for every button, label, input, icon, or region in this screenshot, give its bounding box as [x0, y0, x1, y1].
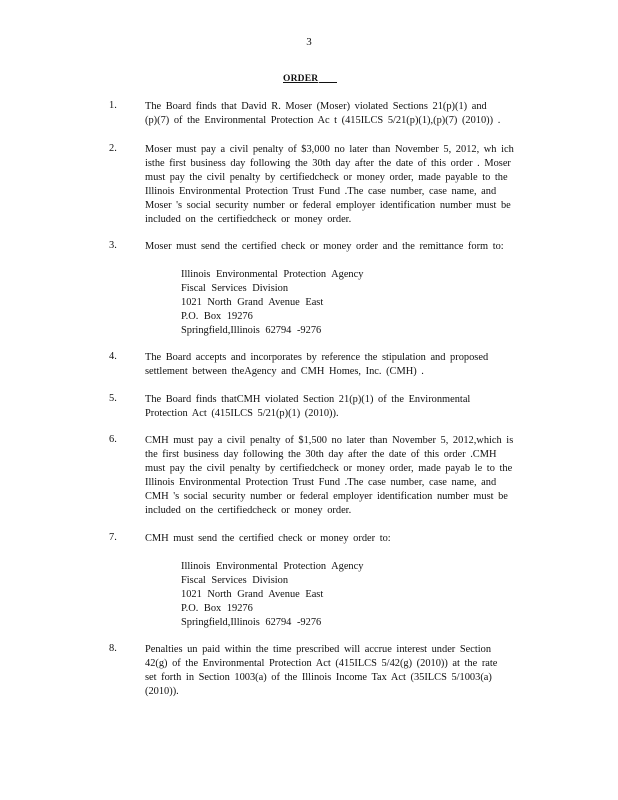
item-text: [145, 143, 550, 227]
address-line: P.O. Box 19276: [181, 603, 253, 614]
item-number: 1.: [109, 100, 117, 111]
item-number: 6.: [109, 434, 117, 445]
text-line: must pay the civil penalty by certifiedcheck or money order, made payable to the: [145, 172, 508, 183]
text-line: must pay the civil penalty by certifiedcheck or money order, made payab le to the: [145, 463, 513, 474]
text-line: Moser must send the certified check or money order and the remittance form to:: [145, 241, 504, 252]
item-text: [145, 434, 550, 518]
remittance-address-2: [181, 560, 363, 630]
item-text: [145, 351, 550, 379]
text-line: Protection Act (415ILCS 5/21(p)(1) (2010)).: [145, 408, 339, 419]
item-text: [145, 393, 550, 421]
item-number: 5.: [109, 393, 117, 404]
item-number: 3.: [109, 240, 117, 251]
text-line: (2010)).: [145, 686, 179, 697]
address-line: Fiscal Services Division: [181, 575, 289, 586]
order-heading: ORDER: [283, 74, 337, 84]
item-text: [145, 643, 550, 699]
address-line: Illinois Environmental Protection Agency: [181, 561, 364, 572]
item-number: 8.: [109, 643, 117, 654]
address-line: 1021 North Grand Avenue East: [181, 589, 324, 600]
text-line: Penalties un paid within the time prescribed will accrue interest under Section: [145, 644, 492, 655]
item-text: [145, 532, 550, 546]
address-line: Fiscal Services Division: [181, 283, 289, 294]
item-number: 4.: [109, 351, 117, 362]
address-line: P.O. Box 19276: [181, 311, 253, 322]
text-line: CMH must send the certified check or money order to:: [145, 533, 391, 544]
item-text: [145, 100, 550, 128]
address-line: 1021 North Grand Avenue East: [181, 297, 324, 308]
text-line: included on the certifiedcheck or money order.: [145, 214, 352, 225]
remittance-address-1: [181, 268, 363, 338]
text-line: The Board finds thatCMH violated Section 21(p)(1) of the Environmental: [145, 394, 471, 405]
text-line: isthe first business day following the 30th day after the date of this order . Moser: [145, 158, 511, 169]
address-line: Springfield,Illinois 62794 -9276: [181, 325, 322, 336]
item-number: 2.: [109, 143, 117, 154]
page-number: 3: [306, 36, 312, 48]
text-line: Illinois Environmental Protection Trust Fund .The case number, case name, and: [145, 477, 497, 488]
text-line: the first business day following the 30th day after the date of this order .CMH: [145, 449, 497, 460]
address-line: Springfield,Illinois 62794 -9276: [181, 617, 322, 628]
address-line: Illinois Environmental Protection Agency: [181, 269, 364, 280]
text-line: CMH must pay a civil penalty of $1,500 no later than November 5, 2012,which is: [145, 435, 514, 446]
text-line: The Board finds that David R. Moser (Moser) violated Sections 21(p)(1) and: [145, 101, 487, 112]
text-line: (p)(7) of the Environmental Protection Ac t (415ILCS 5/21(p)(1),(p)(7) (2010)) .: [145, 115, 501, 126]
text-line: set forth in Section 1003(a) of the Illinois Income Tax Act (35ILCS 5/1003(a): [145, 672, 492, 683]
text-line: CMH 's social security number or federal employer identification number must be: [145, 491, 508, 502]
item-text: [145, 240, 550, 254]
text-line: The Board accepts and incorporates by reference the stipulation and proposed: [145, 352, 489, 363]
text-line: Moser 's social security number or federal employer identification number must be: [145, 200, 511, 211]
item-number: 7.: [109, 532, 117, 543]
text-line: settlement between theAgency and CMH Homes, Inc. (CMH) .: [145, 366, 424, 377]
text-line: included on the certifiedcheck or money order.: [145, 505, 352, 516]
text-line: Illinois Environmental Protection Trust Fund .The case number, case name, and: [145, 186, 497, 197]
text-line: 42(g) of the Environmental Protection Act (415ILCS 5/42(g) (2010)) at the rate: [145, 658, 498, 669]
text-line: Moser must pay a civil penalty of $3,000 no later than November 5, 2012, wh ich: [145, 144, 514, 155]
